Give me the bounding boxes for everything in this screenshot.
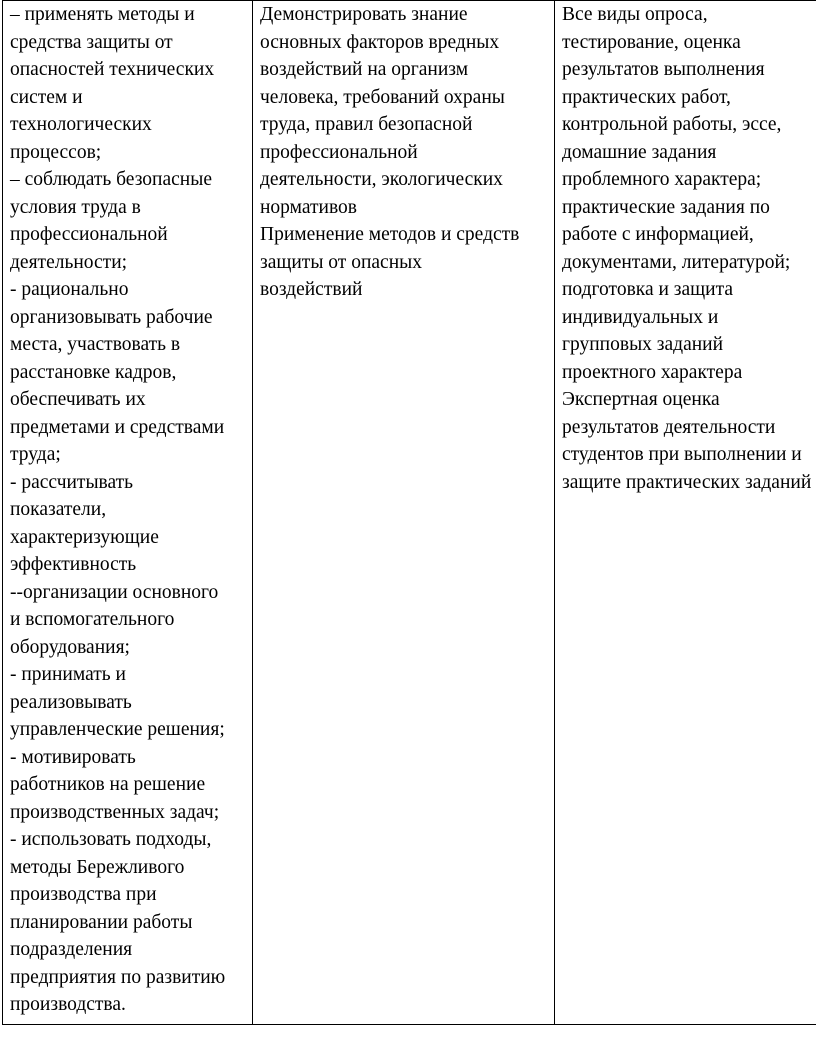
text-line: производственных задач; [10, 801, 220, 823]
text-line: воздействий на организм [260, 59, 469, 80]
text-line: эффективность [10, 554, 137, 575]
criteria-cell [253, 1, 555, 1025]
text-line: проблемного характера; [562, 169, 762, 190]
text-line: труда, правил безопасной [260, 114, 473, 135]
text-line: – соблюдать безопасные [10, 169, 212, 190]
text-line: домашние задания [562, 141, 717, 163]
text-line: деятельности, экологических [260, 169, 503, 190]
text-line: Экспертная оценка [562, 389, 720, 410]
text-line: предметами и средствами [10, 416, 225, 438]
text-line: защите практических заданий [562, 471, 812, 493]
text-line: - рационально [10, 279, 129, 300]
text-line: методы Бережливого [10, 856, 185, 878]
text-line: характеризующие [10, 526, 159, 548]
text-line: практические задания по [562, 196, 770, 218]
text-line: - рассчитывать [10, 471, 134, 493]
text-line: систем и [10, 86, 83, 108]
text-line: средства защиты от [10, 31, 173, 53]
text-line: человека, требований охраны [260, 86, 505, 108]
methods-cell [555, 1, 816, 1025]
text-line: реализовывать [10, 691, 132, 713]
text-line: - мотивировать [10, 746, 136, 768]
text-line: и вспомогательного [10, 609, 175, 630]
text-line: процессов; [10, 141, 102, 163]
text-line: опасностей технических [10, 59, 215, 80]
text-line: результатов деятельности [562, 416, 776, 438]
text-line: контрольной работы, эссе, [562, 114, 782, 135]
text-line: труда; [10, 444, 61, 465]
table-row [3, 1, 816, 1025]
text-line: подразделения [10, 939, 133, 960]
text-line: - использовать подходы, [10, 829, 212, 850]
text-line: профессиональной [260, 141, 418, 163]
skills-cell [3, 1, 253, 1025]
text-line: тестирование, оценка [562, 31, 741, 53]
text-line: планировании работы [10, 911, 193, 933]
text-line: Применение методов и средств [260, 224, 520, 245]
text-line: групповых заданий [562, 334, 724, 355]
text-line: организовывать рабочие [10, 306, 213, 328]
text-line: Демонстрировать знание [260, 4, 468, 25]
text-line: защиты от опасных [260, 251, 422, 273]
text-line: управленческие решения; [10, 719, 225, 740]
text-line: документами, литературой; [562, 251, 791, 273]
text-line: нормативов [260, 196, 357, 218]
text-line: --организации основного [10, 581, 219, 603]
text-line: индивидуальных и [562, 306, 719, 328]
text-line: студентов при выполнении и [562, 444, 802, 465]
text-line: Все виды опроса, [562, 4, 708, 25]
text-line: работе с информацией, [562, 224, 754, 245]
text-line: производства. [10, 994, 126, 1015]
text-line: оборудования; [10, 636, 130, 658]
text-line: показатели, [10, 499, 107, 520]
text-line: деятельности; [10, 251, 128, 273]
text-line: воздействий [260, 279, 363, 300]
text-line: предприятия по развитию [10, 966, 226, 988]
text-line: расстановке кадров, [10, 361, 177, 383]
text-line: - принимать и [10, 664, 126, 685]
text-line: практических работ, [562, 86, 731, 108]
text-line: результатов выполнения [562, 59, 765, 80]
text-line: основных факторов вредных [260, 31, 500, 53]
text-line: подготовка и защита [562, 279, 734, 300]
text-line: места, участвовать в [10, 334, 181, 355]
text-line: условия труда в [10, 196, 141, 218]
text-line: профессиональной [10, 224, 168, 245]
text-line: – применять методы и [10, 4, 195, 25]
text-line: технологических [10, 114, 152, 135]
text-line: производства при [10, 884, 157, 905]
assessment-table [2, 0, 816, 1025]
text-line: обеспечивать их [10, 389, 146, 410]
text-line: работников на решение [10, 774, 206, 795]
text-line: проектного характера [562, 361, 743, 383]
